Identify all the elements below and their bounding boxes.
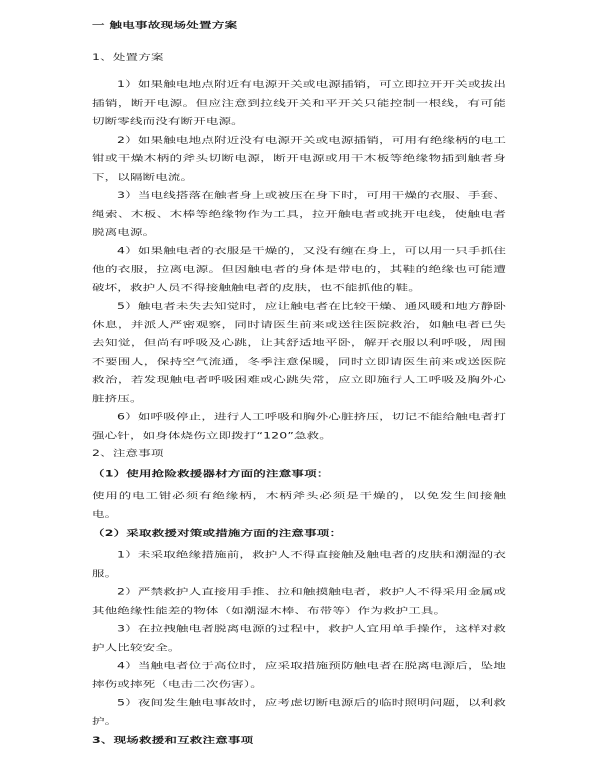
sub-2-title: （2）采取救援对策或措施方面的注意事项：: [92, 527, 343, 539]
section-3-title: 3、现场救援和互救注意事项: [92, 734, 254, 746]
measure-item-3: 3）在拉拽触电者脱离电源的过程中，救护人宜用单手操作，这样对救护人比较安全。: [92, 623, 506, 653]
plan-item-3: 3）当电线搭落在触者身上或被压在身下时，可用干燥的衣服、手套、绳索、木板、木棒等绝缘物作为工具，拉开触电者或挑开电线，使触电者脱离电源。: [92, 189, 506, 237]
plan-item-4: 4）如果触电者的衣服是干燥的，又没有缠在身上，可以用一只手抓住他的衣服，拉离电源。但因触电者的身体是带电的，其鞋的绝缘也可能遭破坏，救护人员不得接触触电者的皮肤，也不能抓他的鞋。: [92, 244, 506, 293]
measure-item-4: 4）当触电者位于高位时，应采取措施预防触电者在脱离电源后，坠地摔伤或摔死（电击二次伤害）。: [92, 660, 506, 689]
measure-item-2: 2）严禁救护人直接用手推、拉和触摸触电者，救护人不得采用金属或其他绝缘性能差的物体（如潮湿木棒、布带等）作为救护工具。: [92, 586, 506, 616]
section-2-title: 2、注意事项: [92, 447, 164, 458]
plan-item-1: 1）如果触电地点附近有电源开关或电源插销，可立即拉开开关或拔出插销，断开电源。但应注意到拉线开关和平开关只能控制一根线，有可能切断零线而没有断开电源。: [92, 78, 506, 127]
sub-1-title: （1）使用抢险救援器材方面的注意事项：: [92, 468, 330, 479]
plan-item-5: 5）触电者未失去知觉时，应让触电者在比较干燥、通风暖和地方静卧休息，并派人严密观察，同时请医生前来或送往医院救治，如触电者已失去知觉，但尚有呼吸及心跳，让其舒适地平卧，解开衣服以利呼吸，周围不要围人，保持空气流通，冬季注意保暖，同时立即请医生前来或送医院救治，若发现触电者呼吸困难或心跳失常，应立即施行人工呼吸及胸外心脏挤压。: [92, 300, 506, 404]
sub-1-text: 使用的电工钳必须有绝缘柄，木柄斧头必须是干燥的，以免发生间接触电。: [92, 489, 506, 519]
measure-item-5: 5）夜间发生触电事故时，应考虑切断电源后的临时照明问题，以利救护。: [92, 697, 506, 726]
measure-item-1: 1）未采取绝缘措施前，救护人不得直接触及触电者的皮肤和潮湿的衣服。: [92, 549, 506, 579]
plan-item-6: 6）如呼吸停止，进行人工呼吸和胸外心脏挤压，切记不能给触电者打强心针，如身体烧伤立即拨打“120”急救。: [92, 411, 506, 441]
section-1-title: 1、处置方案: [92, 51, 164, 63]
document-title: 一 触电事故现场处置方案: [92, 19, 238, 30]
plan-item-2: 2）如果触电地点附近没有电源开关或电源插销，可用有绝缘柄的电工钳或干燥木柄的斧头切断电源，断开电源或用干木板等绝缘物插到触者身下，以隔断电流。: [92, 134, 506, 182]
